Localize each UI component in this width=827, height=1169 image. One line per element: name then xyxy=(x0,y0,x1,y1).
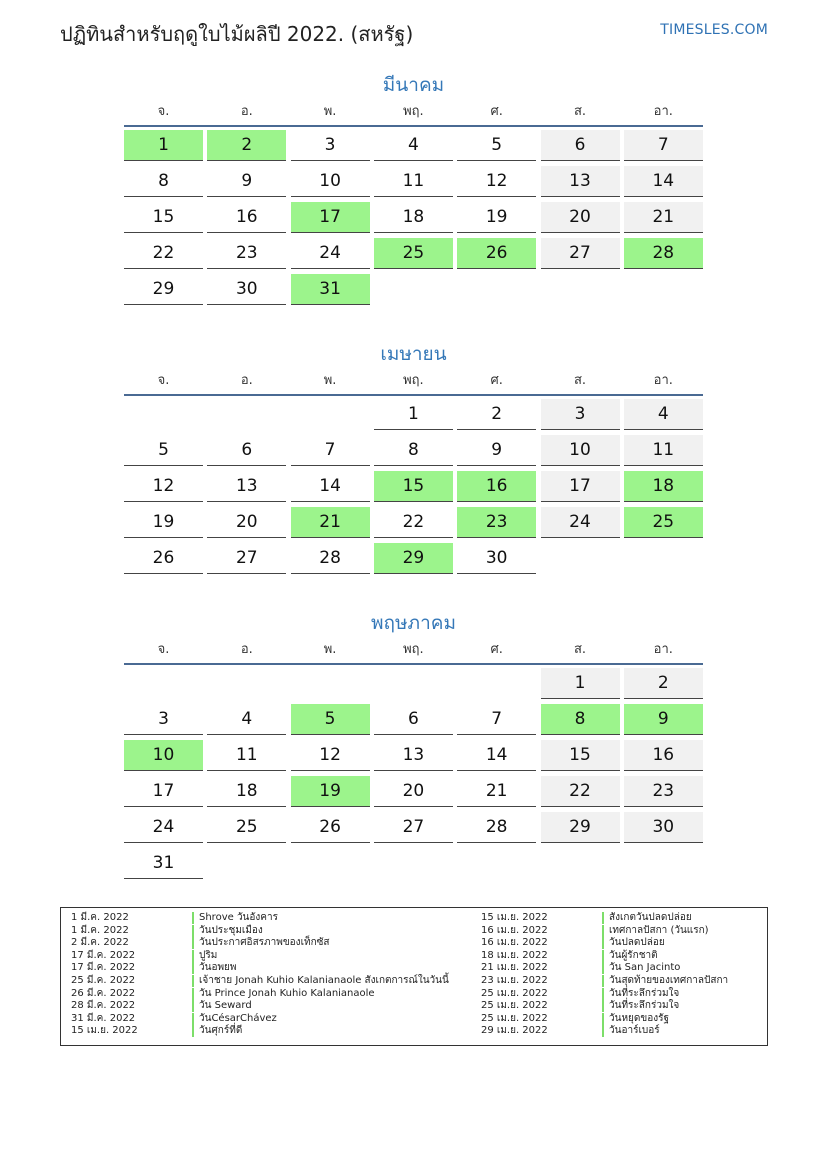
day-cell: 4 xyxy=(374,130,453,161)
holiday-day-cell: 9 xyxy=(624,704,703,735)
holiday-date: 16 เม.ย. 2022 xyxy=(481,937,548,949)
day-cell: 26 xyxy=(291,812,370,843)
holiday-day-cell: 29 xyxy=(374,543,453,574)
day-cell: 6 xyxy=(374,704,453,735)
day-cell: 24 xyxy=(541,507,620,538)
holiday-day-cell: 2 xyxy=(207,130,286,161)
holiday-name: วัน Prince Jonah Kuhio Kalanianaole xyxy=(192,988,375,1000)
day-cell: 12 xyxy=(124,471,203,502)
holiday-name: วันปลดปล่อย xyxy=(602,937,665,949)
weekday-label: จ. xyxy=(157,642,170,657)
holiday-day-cell: 5 xyxy=(291,704,370,735)
weekday-label: พฤ. xyxy=(403,642,424,657)
weekday-label: ศ. xyxy=(490,642,503,657)
day-cell: 18 xyxy=(374,202,453,233)
holiday-date: 16 เม.ย. 2022 xyxy=(481,924,548,936)
holiday-name: ปูริม xyxy=(192,950,217,962)
holiday-name: วันประกาศอิสรภาพของเท็กซัส xyxy=(192,937,330,949)
holiday-day-cell: 21 xyxy=(291,507,370,538)
day-cell: 16 xyxy=(624,740,703,771)
holiday-day-cell: 28 xyxy=(624,238,703,269)
weekday-label: ศ. xyxy=(490,373,503,388)
weekday-label: ส. xyxy=(573,104,587,119)
weekday-label: อ. xyxy=(240,642,253,657)
holiday-name: วันศุกร์ที่ดี xyxy=(192,1025,242,1037)
day-cell: 29 xyxy=(124,274,203,305)
day-cell: 19 xyxy=(124,507,203,538)
day-cell: 12 xyxy=(457,166,536,197)
holiday-entry xyxy=(481,1025,761,1038)
holiday-entry xyxy=(481,1000,761,1013)
holiday-date: 29 เม.ย. 2022 xyxy=(481,1025,548,1037)
holiday-entry xyxy=(71,962,411,975)
day-cell: 26 xyxy=(124,543,203,574)
holiday-date: 1 มี.ค. 2022 xyxy=(71,912,129,923)
holiday-day-cell: 10 xyxy=(124,740,203,771)
holiday-entry xyxy=(481,988,761,1001)
holiday-date: 15 เม.ย. 2022 xyxy=(71,1025,138,1037)
holiday-date: 17 มี.ค. 2022 xyxy=(71,962,136,974)
day-cell: 23 xyxy=(207,238,286,269)
day-cell: 28 xyxy=(457,812,536,843)
holiday-date: 23 เม.ย. 2022 xyxy=(481,974,548,986)
holiday-day-cell: 1 xyxy=(124,130,203,161)
day-grid xyxy=(124,130,703,316)
day-cell: 19 xyxy=(457,202,536,233)
month-title: มีนาคม xyxy=(382,74,445,96)
month-calendar-may xyxy=(124,608,703,898)
day-cell: 21 xyxy=(457,776,536,807)
holiday-name: วัน San Jacinto xyxy=(602,962,680,974)
weekday-header-row xyxy=(124,369,703,389)
holiday-name: วันประชุมเมือง xyxy=(192,925,263,937)
weekday-header-row xyxy=(124,100,703,120)
day-cell: 23 xyxy=(624,776,703,807)
holiday-entry xyxy=(481,1013,761,1026)
weekday-label: พ. xyxy=(323,373,337,388)
weekday-label: จ. xyxy=(157,373,170,388)
holiday-name: Shrove วันอังคาร xyxy=(192,912,278,924)
day-cell: 4 xyxy=(624,399,703,430)
day-cell: 29 xyxy=(541,812,620,843)
holiday-column-right xyxy=(481,912,761,1038)
weekday-label: จ. xyxy=(157,104,170,119)
header-divider xyxy=(124,663,703,665)
day-cell: 10 xyxy=(291,166,370,197)
holiday-entry xyxy=(481,912,761,925)
holiday-entry xyxy=(71,950,411,963)
holiday-entry xyxy=(481,925,761,938)
weekday-label: พ. xyxy=(323,104,337,119)
holiday-date: 1 มี.ค. 2022 xyxy=(71,924,129,936)
holiday-entry xyxy=(71,925,411,938)
day-cell: 9 xyxy=(207,166,286,197)
holiday-entry xyxy=(481,937,761,950)
day-cell: 27 xyxy=(207,543,286,574)
holiday-entry xyxy=(71,1013,411,1026)
holiday-date: 25 เม.ย. 2022 xyxy=(481,987,548,999)
weekday-label: พฤ. xyxy=(403,104,424,119)
holiday-day-cell: 8 xyxy=(541,704,620,735)
day-cell: 20 xyxy=(541,202,620,233)
day-cell: 13 xyxy=(541,166,620,197)
day-cell: 13 xyxy=(374,740,453,771)
day-cell: 27 xyxy=(374,812,453,843)
day-cell: 11 xyxy=(207,740,286,771)
weekday-label: อ. xyxy=(240,104,253,119)
holiday-date: 28 มี.ค. 2022 xyxy=(71,1000,136,1012)
day-cell: 3 xyxy=(124,704,203,735)
day-cell: 17 xyxy=(124,776,203,807)
day-cell: 7 xyxy=(291,435,370,466)
day-cell: 31 xyxy=(124,848,203,879)
weekday-header-row xyxy=(124,638,703,658)
day-cell: 4 xyxy=(207,704,286,735)
day-cell: 2 xyxy=(457,399,536,430)
holiday-name: วัน Seward xyxy=(192,1000,252,1012)
holiday-name: วันสุดท้ายของเทศกาลปัสกา xyxy=(602,975,728,987)
day-cell: 17 xyxy=(541,471,620,502)
day-cell: 1 xyxy=(374,399,453,430)
day-cell: 15 xyxy=(124,202,203,233)
holiday-column-left xyxy=(71,912,449,1038)
day-cell: 11 xyxy=(624,435,703,466)
holiday-day-cell: 26 xyxy=(457,238,536,269)
holiday-name: วันที่ระลึกร่วมใจ xyxy=(602,988,679,1000)
day-cell: 9 xyxy=(457,435,536,466)
holiday-date: 18 เม.ย. 2022 xyxy=(481,949,548,961)
site-logo-link[interactable]: TIMESLES.COM xyxy=(660,22,768,38)
holiday-entry xyxy=(71,937,411,950)
holiday-date: 25 มี.ค. 2022 xyxy=(71,974,136,986)
holiday-date: 2 มี.ค. 2022 xyxy=(71,937,129,949)
day-cell: 18 xyxy=(207,776,286,807)
day-cell: 14 xyxy=(457,740,536,771)
day-cell: 1 xyxy=(541,668,620,699)
day-grid xyxy=(124,399,703,585)
holiday-entry xyxy=(71,1025,411,1038)
holiday-entry xyxy=(71,1000,411,1013)
day-cell: 21 xyxy=(624,202,703,233)
weekday-label: พ. xyxy=(323,642,337,657)
month-title: พฤษภาคม xyxy=(371,612,456,634)
weekday-label: พฤ. xyxy=(403,373,424,388)
holiday-date: 25 เม.ย. 2022 xyxy=(481,1000,548,1012)
day-cell: 5 xyxy=(457,130,536,161)
day-cell: 16 xyxy=(207,202,286,233)
holiday-day-cell: 25 xyxy=(624,507,703,538)
day-cell: 22 xyxy=(541,776,620,807)
weekday-label: ศ. xyxy=(490,104,503,119)
holiday-day-cell: 25 xyxy=(374,238,453,269)
holiday-entry xyxy=(481,975,761,988)
holiday-name: วันหยุดของรัฐ xyxy=(602,1013,669,1025)
day-cell: 13 xyxy=(207,471,286,502)
holiday-entry xyxy=(481,950,761,963)
weekday-label: ส. xyxy=(573,373,587,388)
holiday-date: 17 มี.ค. 2022 xyxy=(71,949,136,961)
day-cell: 15 xyxy=(541,740,620,771)
day-cell: 28 xyxy=(291,543,370,574)
holiday-day-cell: 23 xyxy=(457,507,536,538)
month-title: เมษายน xyxy=(380,343,447,365)
day-cell: 30 xyxy=(457,543,536,574)
day-cell: 30 xyxy=(207,274,286,305)
day-cell: 24 xyxy=(124,812,203,843)
holiday-name: วันที่ระลึกร่วมใจ xyxy=(602,1000,679,1012)
day-cell: 6 xyxy=(541,130,620,161)
holiday-day-cell: 17 xyxy=(291,202,370,233)
holiday-day-cell: 31 xyxy=(291,274,370,305)
holiday-entry xyxy=(71,912,411,925)
day-cell: 10 xyxy=(541,435,620,466)
day-cell: 27 xyxy=(541,238,620,269)
day-cell: 12 xyxy=(291,740,370,771)
day-cell: 25 xyxy=(207,812,286,843)
day-cell: 8 xyxy=(124,166,203,197)
weekday-label: อา. xyxy=(653,373,673,388)
holiday-entry xyxy=(71,974,449,988)
page-header xyxy=(60,18,768,48)
holiday-day-cell: 19 xyxy=(291,776,370,807)
holiday-name: เทศกาลปัสกา (วันแรก) xyxy=(602,925,709,937)
day-cell: 20 xyxy=(374,776,453,807)
day-cell: 24 xyxy=(291,238,370,269)
day-cell: 11 xyxy=(374,166,453,197)
holiday-name: วันผู้รักชาติ xyxy=(602,950,658,962)
day-cell: 14 xyxy=(291,471,370,502)
header-divider xyxy=(124,394,703,396)
day-cell: 22 xyxy=(374,507,453,538)
holiday-date: 31 มี.ค. 2022 xyxy=(71,1012,136,1024)
holiday-entry xyxy=(71,988,411,1001)
weekday-label: อา. xyxy=(653,642,673,657)
day-cell: 22 xyxy=(124,238,203,269)
holiday-entry xyxy=(481,962,761,975)
weekday-label: ส. xyxy=(573,642,587,657)
holiday-name: วันอาร์เบอร์ xyxy=(602,1025,660,1037)
header-divider xyxy=(124,125,703,127)
holiday-list xyxy=(60,907,768,1046)
day-cell: 14 xyxy=(624,166,703,197)
day-cell: 7 xyxy=(624,130,703,161)
day-cell: 8 xyxy=(374,435,453,466)
day-cell: 3 xyxy=(291,130,370,161)
day-cell: 2 xyxy=(624,668,703,699)
day-cell: 20 xyxy=(207,507,286,538)
holiday-name: เจ้าชาย Jonah Kuhio Kalanianaole สังเกตการณ์ในวันนี้ xyxy=(192,975,449,987)
holiday-day-cell: 16 xyxy=(457,471,536,502)
day-cell: 7 xyxy=(457,704,536,735)
holiday-date: 26 มี.ค. 2022 xyxy=(71,987,136,999)
holiday-name: สังเกตวันปลดปล่อย xyxy=(602,912,692,924)
day-cell: 6 xyxy=(207,435,286,466)
holiday-name: วันCésarChávez xyxy=(192,1013,277,1025)
holiday-name: วันอพยพ xyxy=(192,962,237,974)
holiday-day-cell: 15 xyxy=(374,471,453,502)
month-calendar-march xyxy=(124,70,703,320)
page-title: ปฏิทินสำหรับฤดูใบไม้ผลิปี 2022. (สหรัฐ) xyxy=(60,22,414,46)
day-cell: 5 xyxy=(124,435,203,466)
weekday-label: อา. xyxy=(653,104,673,119)
holiday-day-cell: 18 xyxy=(624,471,703,502)
day-cell: 3 xyxy=(541,399,620,430)
day-grid xyxy=(124,668,703,873)
weekday-label: อ. xyxy=(240,373,253,388)
day-cell: 30 xyxy=(624,812,703,843)
month-calendar-april xyxy=(124,339,703,589)
holiday-date: 21 เม.ย. 2022 xyxy=(481,962,548,974)
holiday-date: 15 เม.ย. 2022 xyxy=(481,912,548,923)
holiday-date: 25 เม.ย. 2022 xyxy=(481,1012,548,1024)
